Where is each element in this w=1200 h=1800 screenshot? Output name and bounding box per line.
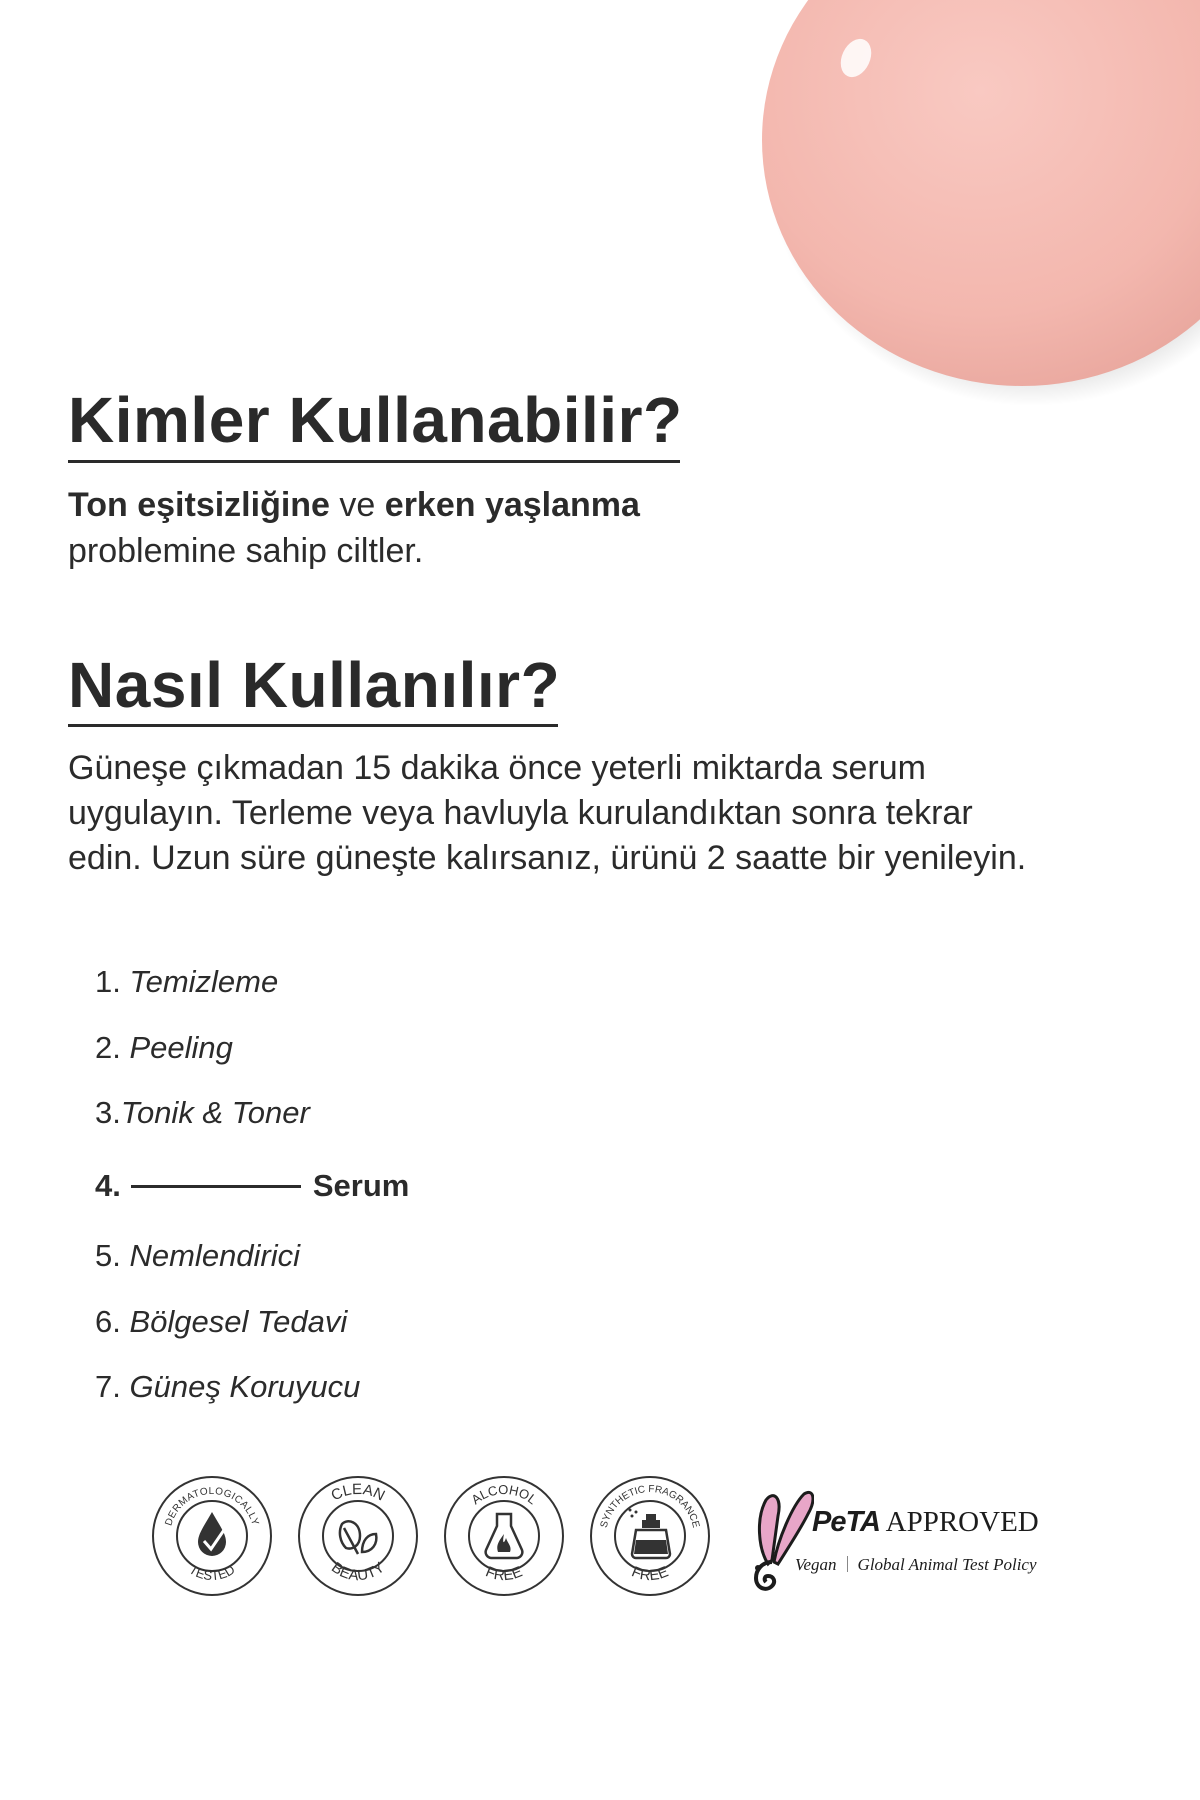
peta-brand: PeTA xyxy=(812,1506,880,1538)
peta-approved-title xyxy=(812,1506,1039,1539)
step-label: Güneş Koruyucu xyxy=(129,1369,361,1404)
how-to-use-title: Nasıl Kullanılır? xyxy=(68,649,561,721)
who-title-underline xyxy=(68,460,680,463)
step-number: 3. xyxy=(95,1095,121,1130)
clean-beauty-badge xyxy=(296,1474,420,1598)
how-to-use-text: Güneşe çıkmadan 15 dakika önce yeterli miktarda serum uygulayın. Terleme veya havluyla kurulandıktan sonra tekrar edin. Uzun süre güneşte kalırsanız, ürünü 2 saatte bir yenileyin. xyxy=(68,749,1027,877)
badge-top-text: DERMATOLOGICALLY xyxy=(163,1485,261,1528)
step-label: Peeling xyxy=(129,1030,233,1065)
synthetic-fragrance-free-badge xyxy=(588,1474,712,1598)
step-item-7 xyxy=(95,1369,360,1405)
alcohol-free-badge xyxy=(442,1474,566,1598)
step-label: Nemlendirici xyxy=(129,1238,301,1273)
badge-bottom-text: TESTED xyxy=(186,1561,238,1584)
badge-top-text: SYNTHETIC FRAGRANCE xyxy=(598,1483,702,1529)
flask-flame-icon xyxy=(486,1514,523,1558)
serum-drop-image xyxy=(740,0,1200,420)
who-bold-2: erken yaşlanma xyxy=(384,486,640,524)
peta-separator xyxy=(847,1556,848,1572)
step-item-2 xyxy=(95,1030,233,1066)
svg-text:BEAUTY xyxy=(328,1559,388,1584)
drop-check-icon xyxy=(198,1512,226,1556)
badge-bottom-text: FREE xyxy=(483,1563,525,1585)
step-item-5 xyxy=(95,1238,300,1274)
badge-bottom-text: BEAUTY xyxy=(328,1558,388,1585)
who-can-use-title: Kimler Kullanabilir? xyxy=(68,384,683,456)
peta-bunny-logo xyxy=(748,1488,814,1598)
perfume-bottle-icon xyxy=(629,1509,671,1559)
step-item-6 xyxy=(95,1304,347,1340)
step-item-3 xyxy=(95,1095,310,1131)
step-number: 5. xyxy=(95,1238,121,1273)
step-number: 6. xyxy=(95,1304,121,1339)
peta-subtitle xyxy=(795,1555,1037,1575)
badge-top-text: ALCOHOL xyxy=(468,1481,540,1508)
peta-approved-label: APPROVED xyxy=(885,1506,1039,1538)
step-label: Serum xyxy=(312,1168,410,1203)
badge-bottom-text: FREE xyxy=(629,1563,671,1585)
who-connector: ve xyxy=(329,486,385,524)
step-number: 1. xyxy=(95,964,121,999)
svg-text:FREE xyxy=(629,1563,671,1584)
badge-top-text: CLEAN xyxy=(328,1480,388,1505)
step-label: Temizleme xyxy=(129,964,279,999)
step-label: Tonik & Toner xyxy=(120,1095,310,1130)
peta-policy-label: Global Animal Test Policy xyxy=(857,1555,1037,1574)
who-can-use-text xyxy=(68,482,708,574)
step-label: Bölgesel Tedavi xyxy=(129,1304,348,1339)
svg-text:TESTED xyxy=(186,1562,237,1584)
how-title-underline xyxy=(68,724,558,727)
dermatologically-tested-badge xyxy=(150,1474,274,1598)
step-number: 4. xyxy=(95,1168,121,1203)
step-number: 2. xyxy=(95,1030,121,1065)
peta-vegan-label: Vegan xyxy=(795,1555,837,1574)
leaf-icon xyxy=(340,1521,376,1554)
active-step-dash xyxy=(131,1185,301,1188)
svg-text:FREE xyxy=(483,1563,525,1584)
who-bold-1: Ton eşitsizliğine xyxy=(68,486,330,524)
who-rest: problemine sahip ciltler. xyxy=(68,532,424,570)
step-item-4-active xyxy=(95,1168,409,1204)
step-number: 7. xyxy=(95,1369,121,1404)
step-item-1 xyxy=(95,964,278,1000)
svg-text:ALCOHOL xyxy=(468,1482,539,1507)
